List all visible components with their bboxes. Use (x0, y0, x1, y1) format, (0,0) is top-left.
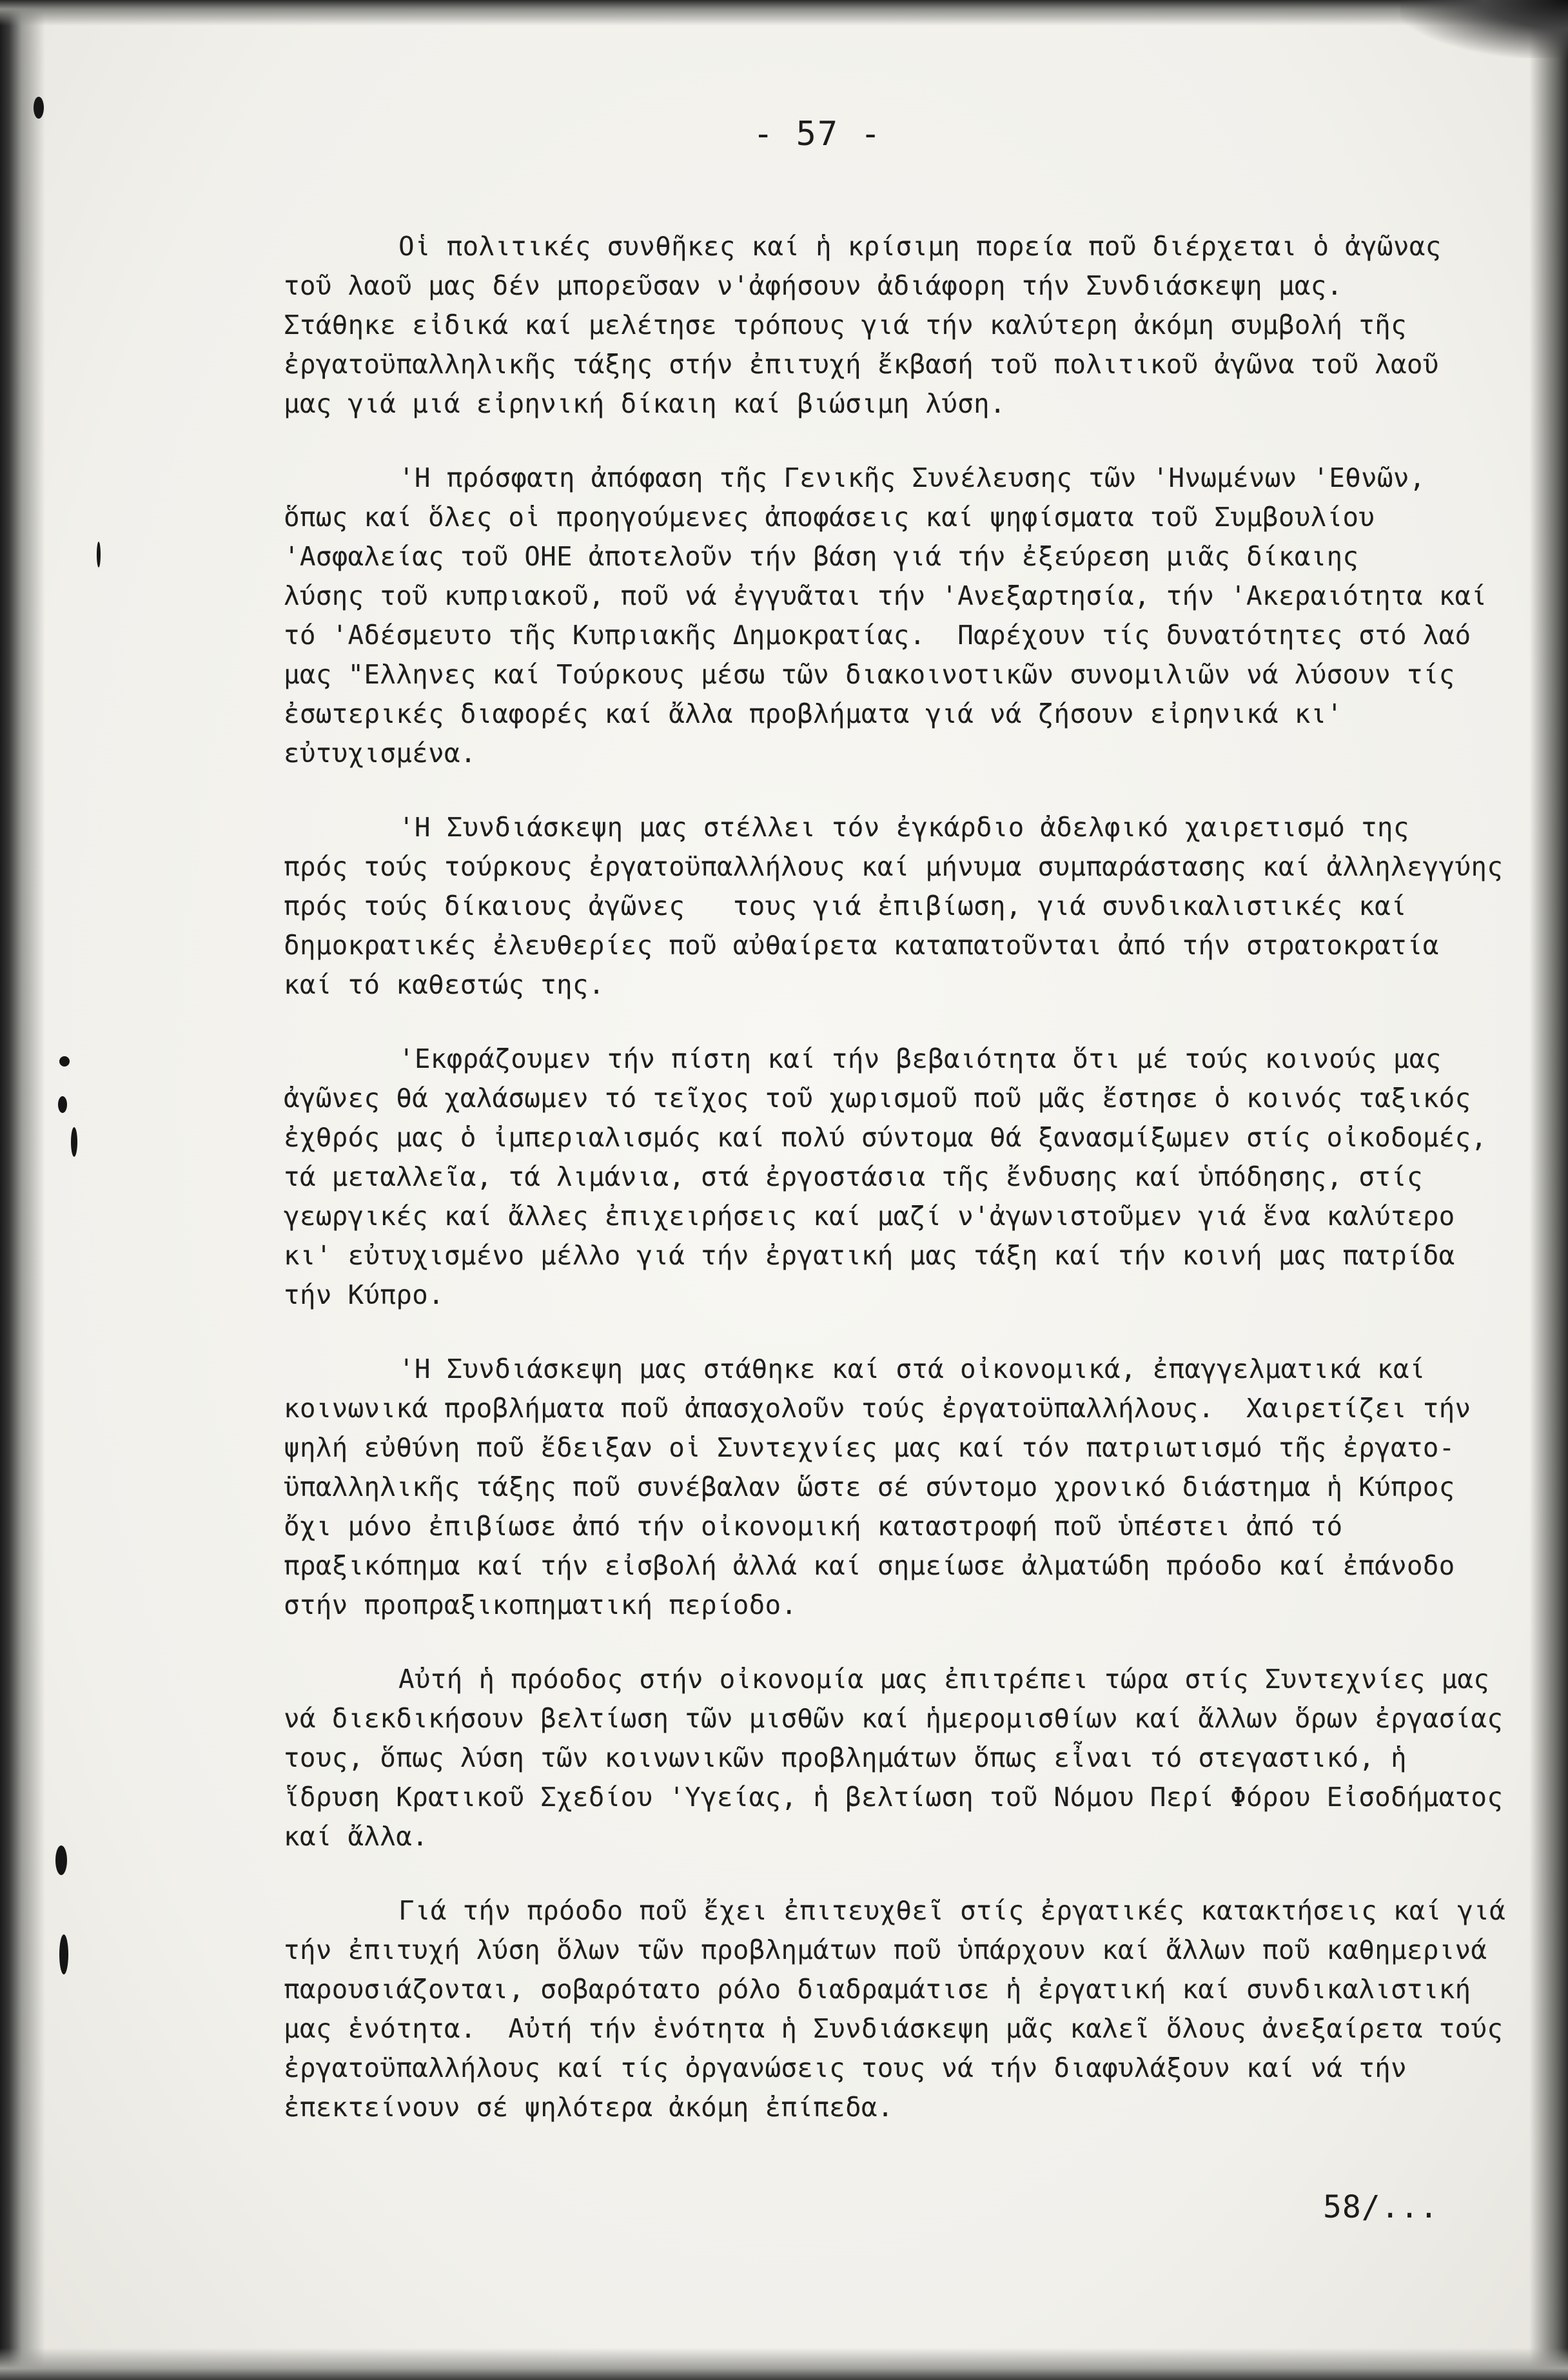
paragraph-unity (284, 1891, 1528, 2127)
text-line: τήν Κύπρο. (284, 1279, 444, 1310)
text-line: στήν προπραξικοπηματική περίοδο. (284, 1589, 798, 1620)
text-line: Στάθηκε εἰδικά καί μελέτησε τρόπους γιά τήν καλύτερη ἀκόμη συμβολή τῆς (284, 310, 1407, 340)
scan-corner-shadow (1400, 0, 1568, 58)
paragraph-political-conditions (284, 227, 1528, 424)
paragraph-economy-progress (284, 1660, 1528, 1856)
text-line: 'Εκφράζουμεν τήν πίστη καί τήν βεβαιότητα ὅτι μέ τούς κοινούς μας (398, 1043, 1442, 1074)
text-line: ἐχθρός μας ὁ ἰμπεριαλισμός καί πολύ σύντομα θά ξανασμίξωμεν στίς οἰκοδομές, (284, 1122, 1487, 1153)
text-line: πρός τούς δίκαιους ἀγῶνες τους γιά ἐπιβίωση, γιά συνδικαλιστικές καί (284, 890, 1407, 921)
text-line: ἀγῶνες θά χαλάσωμεν τό τεῖχος τοῦ χωρισμοῦ ποῦ μᾶς ἔστησε ὁ κοινός ταξικός (284, 1083, 1471, 1114)
text-line: 'Η πρόσφατη ἀπόφαση τῆς Γενικῆς Συνέλευσης τῶν 'Ηνωμένων 'Εθνῶν, (398, 462, 1426, 493)
scan-edge-bottom (0, 2348, 1568, 2380)
text-line: καί ἄλλα. (284, 1821, 428, 1852)
text-line: ἐσωτερικές διαφορές καί ἄλλα προβλήματα γιά νά ζήσουν εἰρηνικά κι' (284, 698, 1343, 729)
text-line: 'Ασφαλείας τοῦ ΟΗΕ ἀποτελοῦν τήν βάση γιά τήν ἐξεύρεση μιᾶς δίκαιης (284, 541, 1359, 572)
binder-mark (59, 1934, 68, 1974)
paragraph-greeting-turkish-workers (284, 808, 1528, 1005)
text-line: δημοκρατικές ἐλευθερίες ποῦ αὐθαίρετα καταπατοῦνται ἀπό τήν στρατοκρατία (284, 930, 1439, 961)
text-line: ϋπαλληλικῆς τάξης ποῦ συνέβαλαν ὥστε σέ σύντομο χρονικό διάστημα ἡ Κύπρος (284, 1471, 1455, 1502)
text-line: πραξικόπημα καί τήν εἰσβολή ἀλλά καί σημείωσε ἀλματώδη πρόοδο καί ἐπάνοδο (284, 1550, 1455, 1581)
paragraph-economic-problems (284, 1350, 1528, 1625)
binder-mark (55, 1845, 67, 1875)
paragraph-common-struggles (284, 1039, 1528, 1315)
text-line: παρουσιάζονται, σοβαρότατο ρόλο διαδραμάτισε ἡ ἐργατική καί συνδικαλιστική (284, 1974, 1471, 2005)
text-line: τήν ἐπιτυχή λύση ὅλων τῶν προβλημάτων ποῦ ὑπάρχουν καί ἄλλων ποῦ καθημερινά (284, 1934, 1487, 1965)
scan-edge-top (0, 0, 1568, 26)
text-line: ὅπως καί ὅλες οἱ προηγούμενες ἀποφάσεις καί ψηφίσματα τοῦ Συμβουλίου (284, 502, 1375, 533)
binder-mark (97, 542, 101, 567)
page-number: - 57 - (753, 115, 882, 153)
text-line: Οἱ πολιτικές συνθῆκες καί ἡ κρίσιμη πορεία ποῦ διέρχεται ὁ ἀγῶνας (398, 231, 1442, 262)
continuation-marker: 58/... (1323, 2189, 1439, 2225)
text-line: λύσης τοῦ κυπριακοῦ, ποῦ νά ἐγγυᾶται τήν 'Ανεξαρτησία, τήν 'Ακεραιότητα καί (284, 580, 1487, 611)
text-line: νά διεκδικήσουν βελτίωση τῶν μισθῶν καί ἡμερομισθίων καί ἄλλων ὅρων ἐργασίας (284, 1703, 1504, 1734)
text-line: καί τό καθεστώς της. (284, 969, 605, 1000)
text-line: ἐργατοϋπαλληλικῆς τάξης στήν ἐπιτυχή ἔκβασή τοῦ πολιτικοῦ ἀγῶνα τοῦ λαοῦ (284, 349, 1439, 380)
text-line: ἐπεκτείνουν σέ ψηλότερα ἀκόμη ἐπίπεδα. (284, 2092, 894, 2123)
text-line: κι' εὐτυχισμένο μέλλο γιά τήν ἐργατική μας τάξη καί τήν κοινή μας πατρίδα (284, 1240, 1455, 1271)
text-line: ἵδρυση Κρατικοῦ Σχεδίου 'Υγείας, ἡ βελτίωση τοῦ Νόμου Περί Φόρου Εἰσοδήματος (284, 1782, 1504, 1813)
text-line: μας "Ελληνες καί Τούρκους μέσω τῶν διακοινοτικῶν συνομιλιῶν νά λύσουν τίς (284, 659, 1455, 690)
text-line: γεωργικές καί ἄλλες ἐπιχειρήσεις καί μαζί ν'ἀγωνιστοῦμεν γιά ἕνα καλύτερο (284, 1201, 1455, 1232)
document-body (284, 227, 1528, 2162)
text-line: ὄχι μόνο ἐπιβίωσε ἀπό τήν οἰκονομική καταστροφή ποῦ ὑπέστει ἀπό τό (284, 1511, 1343, 1542)
text-line: μας ἑνότητα. Αὐτή τήν ἑνότητα ἡ Συνδιάσκεψη μᾶς καλεῖ ὅλους ἀνεξαίρετα τούς (284, 2013, 1504, 2044)
text-line: τους, ὅπως λύση τῶν κοινωνικῶν προβλημάτων ὅπως εἶναι τό στεγαστικό, ἡ (284, 1742, 1407, 1773)
text-line: πρός τούς τούρκους ἐργατοϋπαλλήλους καί μήνυμα συμπαράστασης καί ἀλληλεγγύης (284, 851, 1504, 882)
text-line: ψηλή εὐθύνη ποῦ ἔδειξαν οἱ Συντεχνίες μας καί τόν πατριωτισμό τῆς ἐργατο- (284, 1432, 1455, 1463)
text-line: τά μεταλλεῖα, τά λιμάνια, στά ἐργοστάσια τῆς ἔνδυσης καί ὑπόδησης, στίς (284, 1161, 1423, 1192)
text-line: Γιά τήν πρόοδο ποῦ ἔχει ἐπιτευχθεῖ στίς ἐργατικές κατακτήσεις καί γιά (398, 1895, 1506, 1926)
binder-mark (59, 1056, 70, 1067)
text-line: 'Η Συνδιάσκεψη μας στάθηκε καί στά οἰκονομικά, ἐπαγγελματικά καί (398, 1353, 1426, 1384)
scan-edge-right (1529, 0, 1568, 2380)
binder-mark (71, 1127, 77, 1157)
text-line: ἐργατοϋπαλλήλους καί τίς ὀργανώσεις τους νά τήν διαφυλάξουν καί νά τήν (284, 2052, 1407, 2083)
text-line: κοινωνικά προβλήματα ποῦ ἀπασχολοῦν τούς ἐργατοϋπαλλήλους. Χαιρετίζει τήν (284, 1393, 1471, 1424)
text-line: Αὐτή ἡ πρόοδος στήν οἰκονομία μας ἐπιτρέπει τώρα στίς Συντεχνίες μας (398, 1664, 1490, 1695)
text-line: τοῦ λαοῦ μας δέν μπορεῦσαν ν'ἀφήσουν ἀδιάφορη τήν Συνδιάσκεψη μας. (284, 270, 1343, 301)
text-line: εὐτυχισμένα. (284, 738, 476, 769)
text-line: τό 'Αδέσμευτο τῆς Κυπριακῆς Δημοκρατίας. Παρέχουν τίς δυνατότητες στό λαό (284, 620, 1471, 651)
binder-mark (34, 97, 44, 119)
text-line: μας γιά μιά εἰρηνική δίκαιη καί βιώσιμη λύση. (284, 388, 1006, 419)
binder-mark (58, 1096, 67, 1113)
scan-edge-left (0, 0, 45, 2380)
text-line: 'Η Συνδιάσκεψη μας στέλλει τόν ἐγκάρδιο ἀδελφικό χαιρετισμό της (398, 812, 1409, 843)
paragraph-un-resolution (284, 458, 1528, 773)
